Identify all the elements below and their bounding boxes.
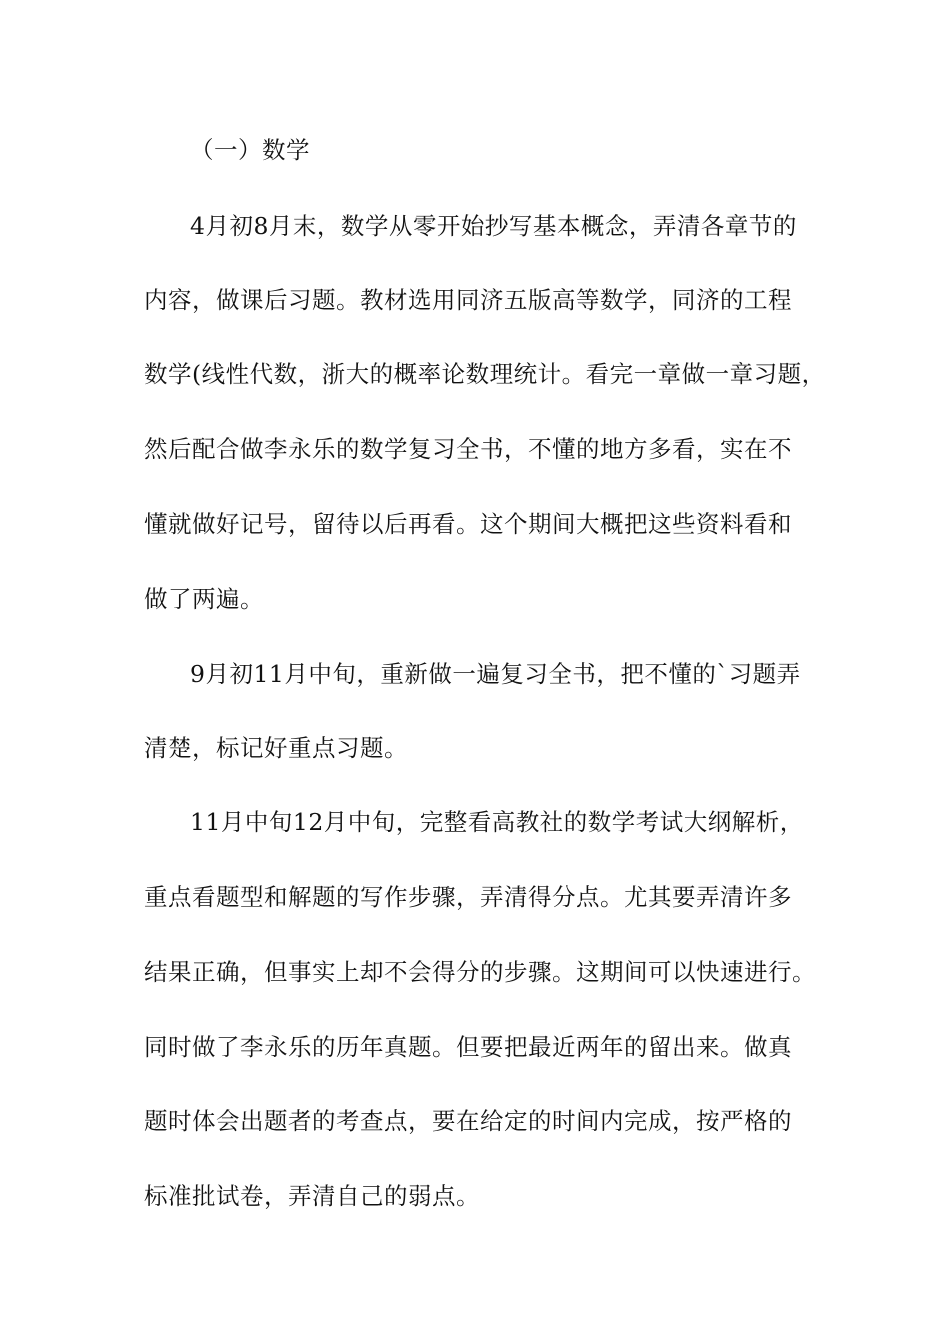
paragraph-line: 题时体会出题者的考查点，要在给定的时间内完成，按严格的 [144, 1107, 792, 1135]
paragraph-line: 然后配合做李永乐的数学复习全书，不懂的地方多看，实在不 [144, 435, 792, 463]
paragraph-line: 11月中旬12月中旬，完整看高教社的数学考试大纲解析， [190, 808, 804, 836]
paragraph-line: 懂就做好记号，留待以后再看。这个期间大概把这些资料看和 [144, 510, 792, 538]
paragraph-line: 数学(线性代数，浙大的概率论数理统计。看完一章做一章习题， [144, 360, 826, 388]
paragraph-line: 重点看题型和解题的写作步骤，弄清得分点。尤其要弄清许多 [144, 883, 792, 911]
paragraph-line: 同时做了李永乐的历年真题。但要把最近两年的留出来。做真 [144, 1033, 792, 1061]
paragraph-line: 标准批试卷，弄清自己的弱点。 [144, 1182, 480, 1210]
paragraph-line: 结果正确，但事实上却不会得分的步骤。这期间可以快速进行。 [144, 958, 816, 986]
paragraph-line: 做了两遍。 [144, 585, 264, 613]
paragraph-line: 4月初8月末，数学从零开始抄写基本概念，弄清各章节的 [190, 212, 797, 240]
paragraph-line: 9月初11月中旬，重新做一遍复习全书，把不懂的`习题弄 [190, 660, 801, 688]
section-heading: （一）数学 [190, 136, 310, 164]
paragraph-line: 清楚，标记好重点习题。 [144, 734, 408, 762]
paragraph-line: 内容，做课后习题。教材选用同济五版高等数学，同济的工程 [144, 286, 792, 314]
